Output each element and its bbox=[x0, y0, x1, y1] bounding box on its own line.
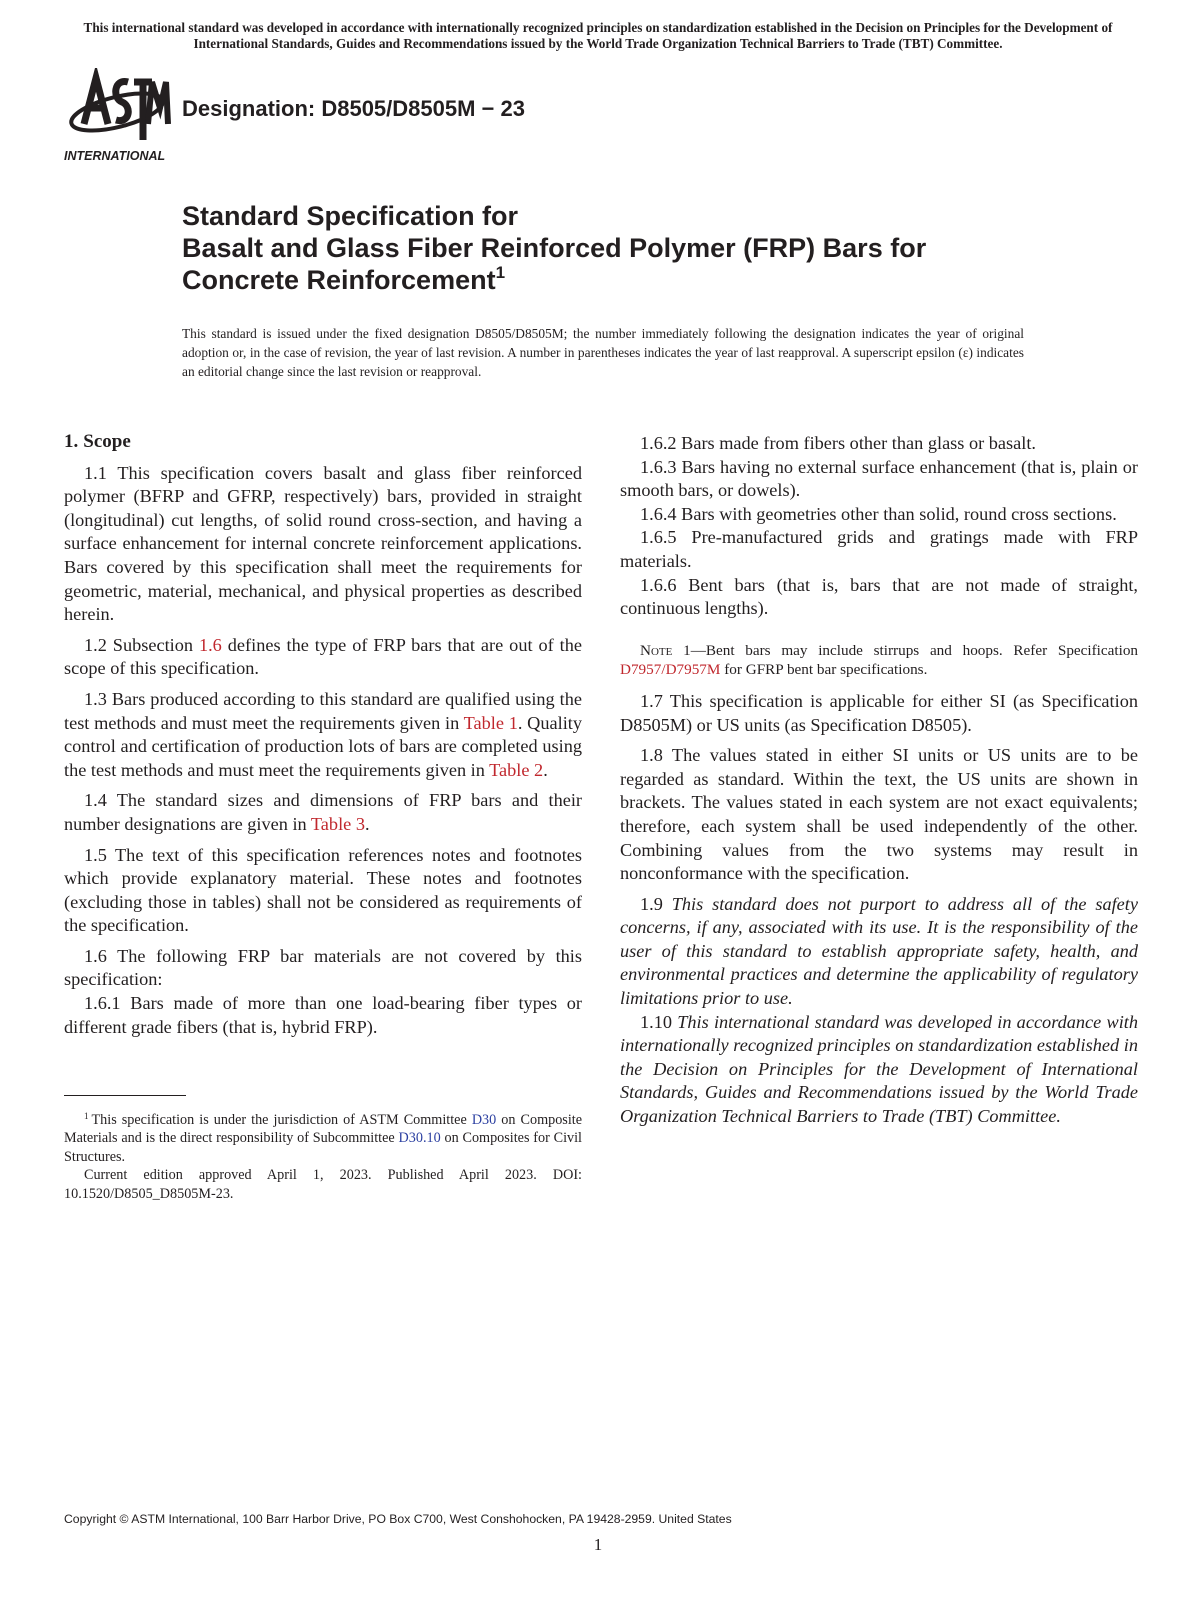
paragraph-1-4 bbox=[64, 789, 582, 836]
link-subsection-1-6[interactable]: 1.6 bbox=[198, 634, 222, 655]
paragraph-1-4-text-b: . bbox=[364, 813, 370, 834]
paragraph-1-9 bbox=[620, 893, 1138, 1011]
paragraph-1-3-text-b: . Quality control and certification of production lots of bars are completed using the test methods and must meet the requirements given in bbox=[64, 712, 582, 780]
paragraph-1-2-text-a: 1.2 Subsection bbox=[84, 634, 199, 655]
issued-notice: This standard is issued under the fixed designation D8505/D8505M; the number immediately following the designation indicates the year of original adoption or, in the case of revision, the year of last revision. A number in parentheses indicates the year of last reapproval. A superscript epsilon (ε) indicates an editorial change since the last revision or reapproval. bbox=[182, 326, 1024, 379]
paragraph-1-2-text-b: defines the type of FRP bars that are out of the scope of this specification. bbox=[64, 634, 582, 679]
tbt-notice: This international standard was developed in accordance with internationally recognized principles on standardization established in the Decision on Principles for the Development of International Standards, Guides and Recommendations issued by the World Trade Organization Technical Barriers to Trade (TBT) Committee. bbox=[83, 20, 1113, 51]
section-heading-scope bbox=[64, 430, 582, 454]
note-1-label: Note 1 bbox=[640, 641, 691, 659]
paragraph-1-3-text-a: 1.3 Bars produced according to this standard are qualified using the test methods and must meet the requirements given in bbox=[64, 688, 582, 733]
paragraph-1-9-text: This standard does not purport to address all of the safety concerns, if any, associated with its use. It is the responsibility of the user of this standard to establish appropriate safety, health, and environmental practices and determine the applicability of regulatory limitations prior to use. bbox=[620, 893, 1138, 1009]
section-title: Scope bbox=[83, 431, 131, 452]
link-d7957[interactable]: D7957/D7957M bbox=[620, 661, 721, 679]
footnote-text-a: This specification is under the jurisdiction of ASTM Committee bbox=[91, 1112, 472, 1128]
title-line-3-text: Concrete Reinforcement bbox=[182, 265, 496, 295]
footnote-1 bbox=[64, 1111, 582, 1166]
paragraph-1-2 bbox=[64, 634, 582, 681]
footnote-edition: Current edition approved April 1, 2023. Published April 2023. DOI: 10.1520/D8505_D8505M-23. bbox=[64, 1167, 582, 1202]
note-1 bbox=[620, 641, 1138, 680]
left-column bbox=[64, 430, 582, 1046]
paragraph-1-3-text-c: . bbox=[543, 759, 548, 780]
footnote bbox=[64, 1111, 582, 1203]
paragraph-1-6-2: 1.6.2 Bars made from fibers other than glass or basalt. bbox=[640, 433, 1036, 453]
paragraph-1-1: 1.1 This specification covers basalt and glass fiber reinforced polymer (BFRP and GFRP, respectively) bars, provided in straight (longitudinal) cut lengths, of solid round cross-section, and having a surface enhancement for internal concrete reinforcement applications. Bars covered by this specification shall meet the requirements for geometric, material, mechanical, and physical properties as described herein. bbox=[64, 462, 582, 625]
link-committee-d30[interactable]: D30 bbox=[471, 1112, 497, 1128]
link-subcommittee-d30-10[interactable]: D30.10 bbox=[398, 1130, 441, 1147]
astm-logo bbox=[62, 68, 172, 168]
logo-wordmark: INTERNATIONAL bbox=[64, 149, 166, 163]
footnote-text-c: on Composites for Civil Structures. bbox=[64, 1130, 582, 1165]
paragraph-1-6-4: 1.6.4 Bars with geometries other than solid, round cross sections. bbox=[640, 503, 1117, 524]
right-column bbox=[620, 432, 1138, 1136]
page-number: 1 bbox=[593, 1535, 603, 1554]
paragraph-1-9-number: 1.9 bbox=[640, 893, 672, 914]
document-title bbox=[182, 200, 1082, 296]
paragraph-1-6: 1.6 The following FRP bar materials are not covered by this specification: bbox=[64, 945, 582, 990]
copyright-notice: Copyright © ASTM International, 100 Barr Harbor Drive, PO Box C700, West Conshohocken, PA 19428-2959. United States bbox=[64, 1512, 732, 1526]
paragraph-1-10 bbox=[620, 1011, 1138, 1129]
title-line-2: Basalt and Glass Fiber Reinforced Polymer (FRP) Bars for bbox=[182, 233, 927, 263]
paragraph-1-7: 1.7 This specification is applicable for either SI (as Specification D8505M) or US units (as Specification D8505). bbox=[620, 690, 1138, 735]
paragraph-1-8: 1.8 The values stated in either SI units or US units are to be regarded as standard. Within the text, the US units are shown in brackets. The values stated in each system are not exact equivalents; therefore, each system shall be used independently of the other. Combining values from the two systems may result in nonconformance with the specification. bbox=[620, 745, 1138, 884]
footnote-text-b: on Composite Materials and is the direct responsibility of Subcommittee bbox=[64, 1112, 583, 1147]
footnote-rule bbox=[64, 1095, 186, 1096]
footnote-mark: 1 bbox=[84, 1111, 89, 1121]
link-table-1[interactable]: Table 1 bbox=[463, 712, 518, 733]
title-line-3 bbox=[182, 264, 1082, 296]
section-number: 1. bbox=[64, 431, 79, 452]
note-1-text-b: for GFRP bent bar specifications. bbox=[720, 661, 928, 679]
paragraph-1-6-6: 1.6.6 Bent bars (that is, bars that are not made of straight, continuous lengths). bbox=[620, 574, 1138, 619]
link-table-2[interactable]: Table 2 bbox=[489, 759, 544, 780]
astm-logo-icon bbox=[62, 68, 172, 168]
title-footnote-mark[interactable]: 1 bbox=[495, 263, 506, 282]
paragraph-1-5: 1.5 The text of this specification references notes and footnotes which provide explanatory material. These notes and footnotes (excluding those in tables) shall not be considered as requirements of the specification. bbox=[64, 844, 582, 936]
paragraph-1-10-number: 1.10 bbox=[640, 1011, 678, 1032]
paragraph-1-4-text-a: 1.4 The standard sizes and dimensions of FRP bars and their number designations are given in bbox=[64, 790, 582, 834]
title-line-1: Standard Specification for bbox=[182, 201, 519, 231]
note-1-text-a: —Bent bars may include stirrups and hoops. Refer Specification bbox=[690, 641, 1139, 659]
designation: Designation: D8505/D8505M − 23 bbox=[182, 96, 525, 121]
paragraph-1-6-5: 1.6.5 Pre-manufactured grids and gratings made with FRP materials. bbox=[620, 527, 1138, 571]
link-table-3[interactable]: Table 3 bbox=[310, 813, 365, 834]
paragraph-1-6-3: 1.6.3 Bars having no external surface enhancement (that is, plain or smooth bars, or dowels). bbox=[620, 456, 1138, 501]
paragraph-1-3 bbox=[64, 688, 582, 782]
paragraph-1-10-text: This international standard was developed in accordance with internationally recognized principles on standardization established in the Decision on Principles for the Development of International Standards, Guides and Recommendations issued by the World Trade Organization Technical Barriers to Trade (TBT) Committee. bbox=[620, 1011, 1139, 1127]
paragraph-1-6-1: 1.6.1 Bars made of more than one load-bearing fiber types or different grade fibers (that is, hybrid FRP). bbox=[64, 993, 582, 1037]
